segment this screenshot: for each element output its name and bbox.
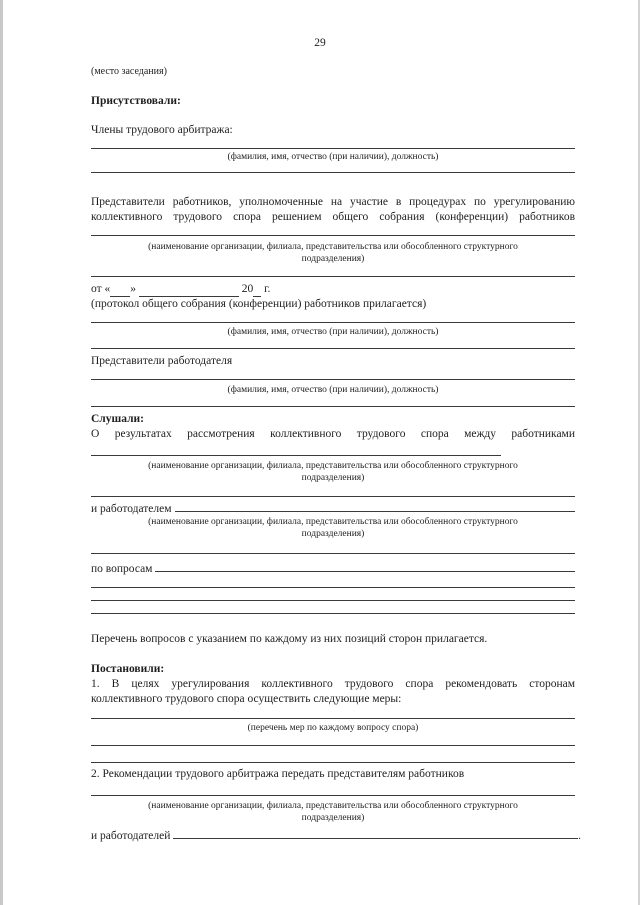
questions-line [91,560,575,576]
fill-line [155,560,575,572]
organization-caption-line1: (наименование организации, филиала, представительства или обособленного структурного [148,517,518,527]
organization-caption-line2: подразделения) [301,529,365,539]
fill-line [175,500,575,512]
workers-reps-text-line2: коллективного трудового спора решением общего собрания (конференции) работников [91,211,575,223]
and-employer-label: и работодателем [91,503,172,515]
date-year-suffix: г. [261,283,271,295]
fio-position-caption: (фамилия, имя, отчество (при наличии), должность) [227,327,439,337]
fill-line [91,613,575,614]
fill-line [91,148,575,149]
and-employers-line [91,827,581,843]
date-from-label: от « [91,283,111,295]
fill-line [91,172,575,173]
resolution1-line1: 1. В целях урегулирования коллективного трудового спора рекомендовать сторонам [91,678,575,690]
date-year-label: 20 [241,283,254,295]
organization-caption-line1: (наименование организации, филиала, представительства или обособленного структурного [148,801,518,811]
heard-text: О результатах рассмотрения коллективного трудового спора между работниками [91,428,575,440]
on-questions-label: по вопросам [91,563,153,575]
fill-line [91,496,575,497]
organization-caption-line2: подразделения) [301,473,365,483]
fill-line [91,276,575,277]
page-number: 29 [314,37,326,49]
fill-line [91,795,575,796]
fill-line [91,406,575,407]
fill-line [91,379,575,380]
month-blank [139,282,239,297]
date-line [91,282,270,297]
scan-edge-left [0,0,3,905]
day-blank [110,282,130,297]
resolved-heading: Постановили: [91,663,165,675]
organization-caption-line1: (наименование организации, филиала, представительства или обособленного структурного [148,461,518,471]
organization-caption-line1: (наименование организации, филиала, представительства или обособленного структурного [148,242,518,252]
fill-line [91,718,575,719]
and-employer-line [91,500,575,516]
resolution1-line2: коллективного трудового спора осуществить следующие меры: [91,693,402,705]
fill-line [91,348,575,349]
workers-reps-text-line1: Представители работников, уполномоченные на участие в процедурах по урегулированию [91,196,575,208]
fill-line [91,553,575,554]
measures-caption: (перечень мер по каждому вопросу спора) [247,723,419,733]
employer-reps-label: Представители работодателя [91,355,233,367]
protocol-note: (протокол общего собрания (конференции) работников прилагается) [91,298,427,310]
fill-line [91,600,575,601]
resolution2: 2. Рекомендации трудового арбитража передать представителям работников [91,768,465,780]
fill-line [91,762,575,763]
fill-line [91,322,575,323]
arbitration-members-label: Члены трудового арбитража: [91,124,233,136]
organization-caption-line2: подразделения) [301,254,365,264]
fio-position-caption: (фамилия, имя, отчество (при наличии), должность) [227,385,439,395]
fio-position-caption: (фамилия, имя, отчество (при наличии), должность) [227,152,439,162]
fill-line [91,455,501,456]
fill-line [91,745,575,746]
fill-line [91,587,575,588]
date-quote-close: » [130,283,136,295]
heard-heading: Слушали: [91,413,144,425]
fill-line [173,827,578,839]
end-mark: . [578,830,581,842]
and-employers-label: и работодателей [91,830,171,842]
fill-line [91,235,575,236]
questions-list-note: Перечень вопросов с указанием по каждому из них позиций сторон прилагается. [91,633,488,645]
meeting-place-caption: (место заседания) [91,66,167,77]
organization-caption-line2: подразделения) [301,813,365,823]
present-heading: Присутствовали: [91,95,181,107]
